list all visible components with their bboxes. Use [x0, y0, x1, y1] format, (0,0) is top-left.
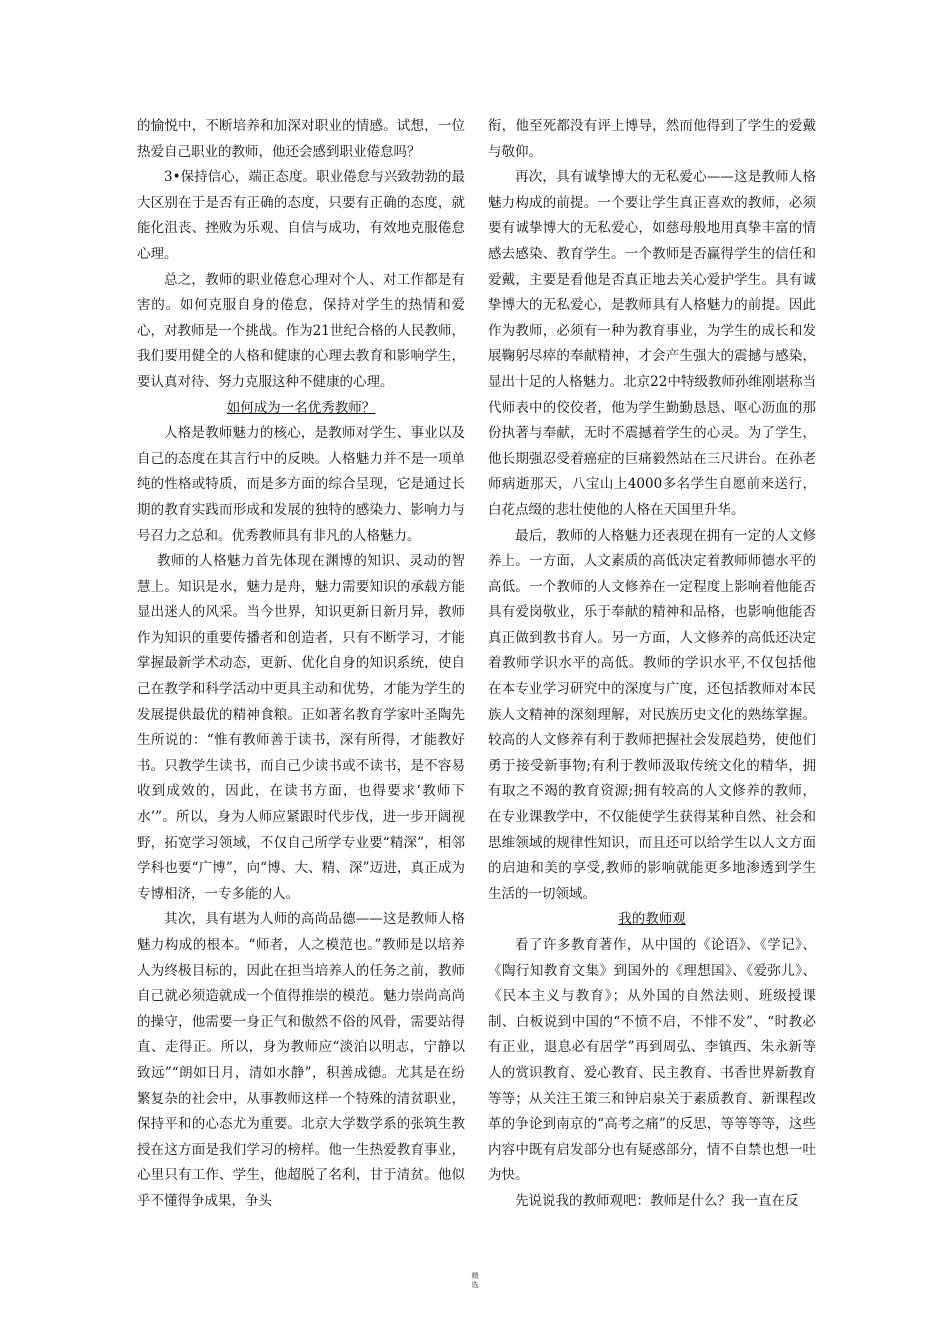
paragraph: 再次，具有诚挚博大的无私爱心——这是教师人格魅力构成的前提。一个要让学生真正喜欢的教师，必须要有诚挚博大的无私爱心，如慈母般地用真挚丰富的情感去感染、教育学生。一个教师是否赢得学生的信任和爱戴，主要是看他是否真正地去关心爱护学生。具有诚挚博大的无私爱心，是教师具有人格魅力的前提。因此作为教师，必须有一种为教育事业，为学生的成长和发展鞠躬尽瘁的奉献精神，才会产生强大的震撼与感染，显出十足的人格魅力。北京22中特级教师孙维刚堪称当代师表中的佼佼者，他为学生勤勤恳恳、呕心沥血的那份执著与奉献，无时不震撼着学生的心灵。为了学生，他长期强忍受着癌症的巨痛毅然站在三尺讲台。在孙老师病逝那天，八宝山上4000多名学生自愿前来送行，白花点缀的悲壮使他的人格在天国里升华。 [488, 169, 816, 518]
paragraph: 其次，具有堪为人师的高尚品德——这是教师人格魅力构成的根本。“师者，人之模范也。”教师是以培养人为终极目标的，因此在担当培养人的任务之前，教师自己就必须造就成一个值得推崇的模范。魅力崇尚高尚的操守，他需要一身正气和傲然不俗的风骨，需要站得直、走得正。所以，身为教师应“淡泊以明志，宁静以致远”“朗如日月，清如水静”，积善成德。尤其是在纷繁复杂的社会中，从事教师这样一个特殊的清贫职业，保持平和的心态尤为重要。北京大学数学系的张筑生教授在这方面是我们学习的榜样。他一生热爱教育事业，心里只有工作、学生，他超脱了名利，甘于清贫。他似乎不懂得争成果，争头 [137, 911, 465, 1209]
paragraph: 的愉悦中，不断培养和加深对职业的情感。试想，一位热爱自己职业的教师，他还会感到职业倦怠吗？ [137, 118, 465, 160]
footer-mark-line: 精 [471, 1272, 479, 1280]
paragraph: 3•保持信心，端正态度。职业倦怠与兴致勃勃的最大区别在于是否有正确的态度，只要有正确的态度，就能化沮丧、挫败为乐观、自信与成功，有效地克服倦怠心理。 [137, 169, 465, 262]
section-heading: 如何成为一名优秀教师？ [226, 399, 376, 416]
left-column [137, 114, 465, 1215]
paragraph: 人格是教师魅力的核心，是教师对学生、事业以及自己的态度在其言行中的反映。人格魅力并不是一项单纯的性格或特质，而是多方面的综合呈现，它是通过长期的教育实践而形成和发展的独特的感染力、影响力与号召力之总和。优秀教师具有非凡的人格魅力。 [137, 425, 465, 544]
page-footer [466, 1272, 484, 1290]
footer-mark-line: 选 [471, 1281, 479, 1289]
paragraph: 最后，教师的人格魅力还表现在拥有一定的人文修养上。一方面，人文素质的高低决定着教师师德水平的高低。一个教师的人文修养在一定程度上影响着他能否具有爱岗敬业，乐于奉献的精神和品格，也影响他能否真正做到教书育人。另一方面，人文修养的高低还决定着教师学识水平的高低。教师的学识水平,不仅包括他在本专业学习研究中的深度与广度，还包括教师对本民族人文精神的深刻理解，对民族历史文化的熟练掌握。较高的人文修养有利于教师把握社会发展趋势，使他们勇于接受新事物;有利于教师汲取传统文化的精华，拥有取之不竭的教育资源;拥有较高的人文修养的教师，在专业课教学中，不仅能使学生获得某种自然、社会和思维领域的规律性知识，而且还可以给学生以人文方面的启迪和美的享受,教师的影响就能更多地渗透到学生生活的一切领域。 [488, 527, 816, 902]
section-heading: 我的教师观 [618, 911, 686, 928]
right-column [488, 114, 816, 1215]
paragraph: 教师的人格魅力首先体现在渊博的知识、灵动的智慧上。知识是水，魅力是舟，魅力需要知识的承载方能显出迷人的风采。当今世界，知识更新日新月异，教师作为知识的重要传播者和创造者，只有不断学习，才能掌握最新学术动态，更新、优化自身的知识系统，使自己在教学和科学活动中更具主动和优势，才能为学生的发展提供最优的精神食粮。正如著名教育学家叶圣陶先生所说的：“惟有教师善于读书，深有所得，才能教好书。只教学生读书，而自己少读书或不读书，是不容易收到成效的，因此，在读书方面，也得要求‘教师下水’”。所以，身为人师应紧跟时代步伐，进一步开阔视野，拓宽学习领域，不仅自己所学专业要“精深”，相邻学科也要“广博”，向“博、大、精、深”迈进，真正成为专博相济，一专多能的人。 [137, 553, 465, 902]
paragraph: 看了许多教育著作，从中国的《论语》、《学记》、《陶行知教育文集》到国外的《理想国》、《爱弥儿》、《民本主义与教育》；从外国的自然法则、班级授课制、白板说到中国的“不愤不启，不悱不发”、“时教必有正业，退息必有居学”再到周弘、李镇西、朱永新等人的赏识教育、爱心教育、民主教育、书香世界新教育等等；从关注王策三和钟启泉关于素质教育、新课程改革的争论到南京的“高考之痛”的反思，等等等等，这些内容中既有启发部分也有疑惑部分，情不自禁也想一吐为快。 [488, 937, 816, 1184]
paragraph: 先说说我的教师观吧：教师是什么？我一直在反 [515, 1192, 799, 1209]
paragraph: 衔，他至死都没有评上博导，然而他得到了学生的爱戴与敬仰。 [488, 118, 816, 160]
paragraph: 总之，教师的职业倦怠心理对个人、对工作都是有害的。如何克服自身的倦怠，保持对学生的热情和爱心，对教师是一个挑战。作为21世纪合格的人民教师，我们要用健全的人格和健康的心理去教育和影响学生，要认真对待、努力克服这种不健康的心理。 [137, 271, 465, 390]
